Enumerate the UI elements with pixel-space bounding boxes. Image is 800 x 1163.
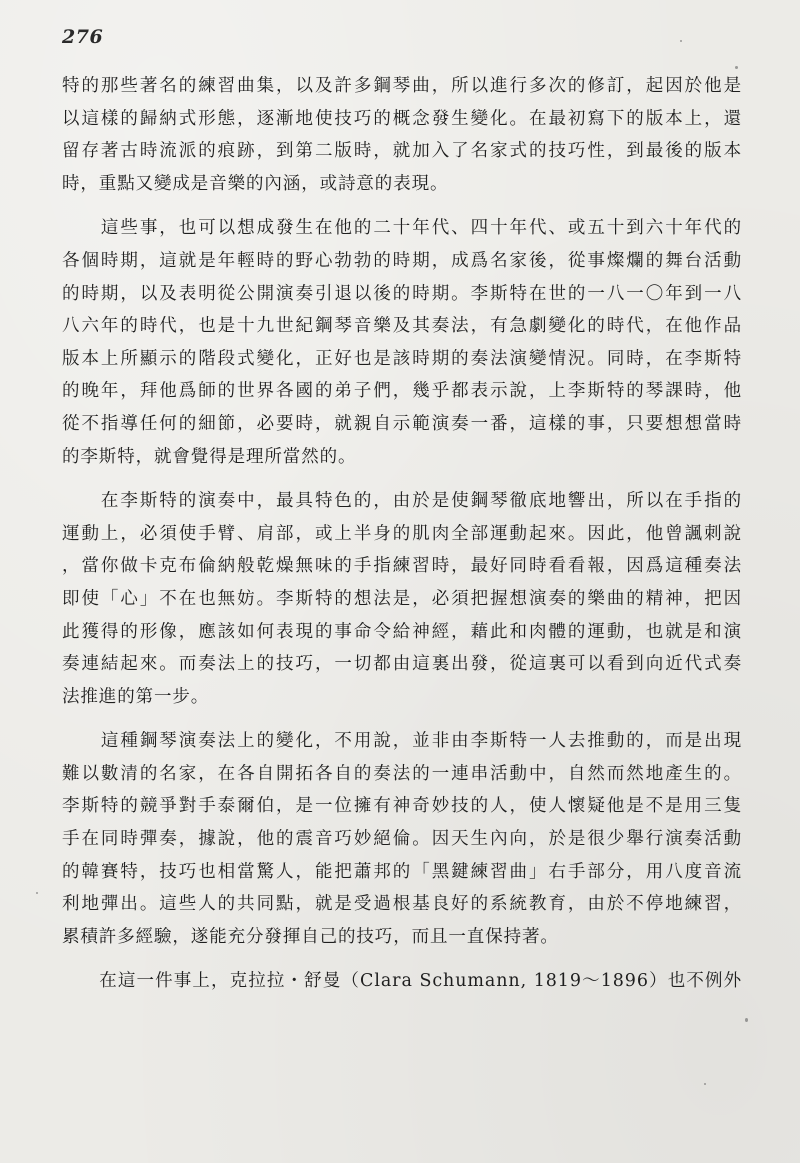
paragraph-5 [62, 965, 742, 998]
text-line: 八六年的時代，也是十九世紀鋼琴音樂及其奏法，有急劇變化的時代，在他作品 [62, 316, 742, 337]
text-line: 運動上，必須使手臂、肩部，或上半身的肌肉全部運動起來。因此，他曾諷刺說 [62, 523, 742, 544]
text-line: 累積許多經驗，遂能充分發揮自己的技巧，而且一直保持著。 [62, 926, 559, 947]
text-line: 利地彈出。這些人的共同點，就是受過根基良好的系統教育，由於不停地練習， [62, 894, 742, 915]
scan-speck [735, 66, 738, 69]
text-line: 難以數清的名家，在各自開拓各自的奏法的一連串活動中，自然而然地產生的。 [62, 763, 742, 784]
paragraph-1 [62, 70, 742, 200]
text-line: 即使「心」不在也無妨。李斯特的想法是，必須把握想演奏的樂曲的精神，把因 [62, 588, 742, 609]
text-line: 留存著古時流派的痕跡，到第二版時，就加入了名家式的技巧性，到最後的版本 [62, 141, 742, 162]
text-line: 法推進的第一步。 [62, 686, 210, 707]
text-line: 在這一件事上，克拉拉・舒曼（Clara Schumann, 1819～1896）也不例外 [62, 971, 742, 992]
text-line: 時，重點又變成是音樂的內涵，或詩意的表現。 [62, 173, 449, 194]
scan-speck [745, 1018, 748, 1022]
text-line: 這種鋼琴演奏法上的變化，不用說，並非由李斯特一人去推動的，而是出現 [62, 731, 742, 752]
text-line: 的時期，以及表明從公開演奏引退以後的時期。李斯特在世的一八一〇年到一八 [62, 283, 742, 304]
paragraph-2 [62, 212, 742, 473]
text-line: 版本上所顯示的階段式變化，正好也是該時期的奏法演變情況。同時，在李斯特 [62, 348, 742, 369]
text-line: ，當你做卡克布倫納般乾燥無味的手指練習時，最好同時看看報，因爲這種奏法 [62, 556, 742, 577]
paragraph-4 [62, 725, 742, 953]
scan-speck [704, 1083, 706, 1085]
text-line: 各個時期，這就是年輕時的野心勃勃的時期，成爲名家後，從事燦爛的舞台活動 [62, 250, 742, 271]
text-line: 從不指導任何的細節，必要時，就親自示範演奏一番，這樣的事，只要想想當時 [62, 413, 742, 434]
text-line: 手在同時彈奏，據說，他的震音巧妙絕倫。因天生內向，於是很少舉行演奏活動 [62, 829, 742, 850]
body-text [62, 70, 742, 1010]
text-line: 的李斯特，就會覺得是理所當然的。 [62, 446, 357, 467]
text-line: 的韓賽特，技巧也相當驚人，能把蕭邦的「黑鍵練習曲」右手部分，用八度音流 [62, 861, 742, 882]
page-number: 276 [62, 26, 104, 48]
scan-speck [680, 40, 682, 42]
text-line: 在李斯特的演奏中，最具特色的，由於是使鋼琴徹底地響出，所以在手指的 [62, 491, 742, 512]
text-line: 奏連結起來。而奏法上的技巧，一切都由這裏出發，從這裏可以看到向近代式奏 [62, 654, 742, 675]
text-line: 此獲得的形像，應該如何表現的事命令給神經，藉此和肉體的運動，也就是和演 [62, 621, 742, 642]
text-line: 的晚年，拜他爲師的世界各國的弟子們，幾乎都表示說，上李斯特的琴課時，他 [62, 381, 742, 402]
text-line: 特的那些著名的練習曲集，以及許多鋼琴曲，所以進行多次的修訂，起因於他是 [62, 76, 742, 96]
text-line: 以這樣的歸納式形態，逐漸地使技巧的概念發生變化。在最初寫下的版本上，還 [62, 108, 742, 129]
text-line: 這些事，也可以想成發生在他的二十年代、四十年代、或五十到六十年代的 [62, 218, 742, 239]
text-line: 李斯特的競爭對手泰爾伯，是一位擁有神奇妙技的人，使人懷疑他是不是用三隻 [62, 796, 742, 817]
paragraph-3 [62, 485, 742, 713]
scan-speck [36, 892, 38, 894]
